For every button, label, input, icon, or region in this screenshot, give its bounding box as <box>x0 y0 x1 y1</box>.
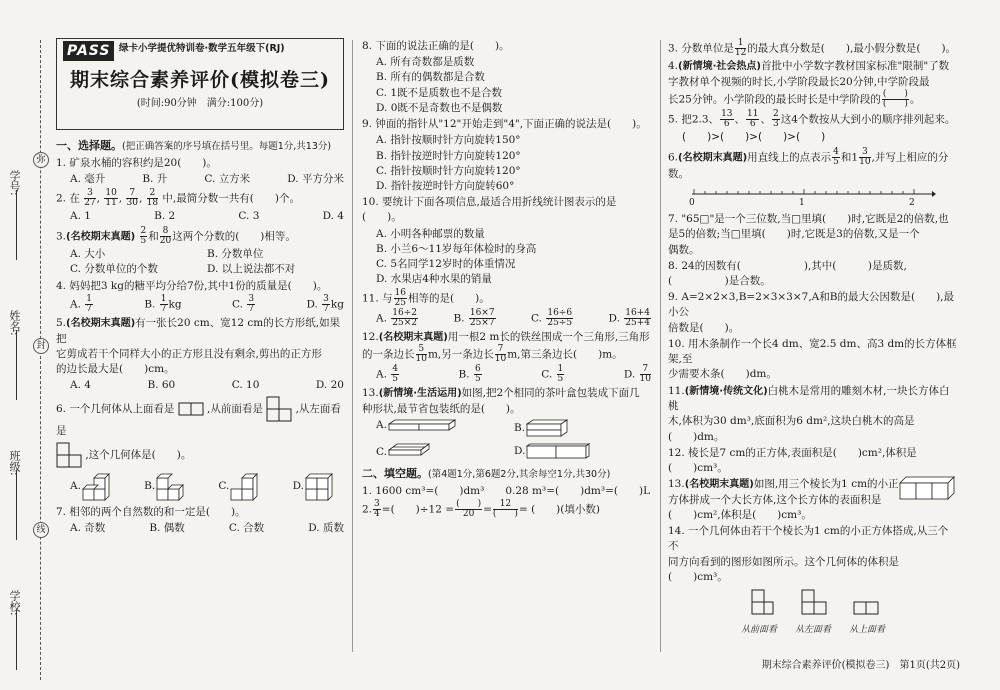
series-title: 绿卡小学提优特训卷·数学五年级下(RJ) <box>119 43 285 54</box>
front-view-figure <box>744 589 774 619</box>
column-divider-1 <box>352 40 353 652</box>
question-10-option: B. 小兰6～11岁每年体检时的身高 <box>376 242 537 255</box>
box-option-c <box>387 442 431 462</box>
column-1 <box>56 38 344 538</box>
fill-question-5: 5. 把2.3、 $\frac{13}{6}$ 、 $\frac{11}{6}$ 、 $\frac{2}{3}$ 这4个数按从大到小的顺序排列起来。 <box>668 108 956 129</box>
option: D. 平方分米 <box>287 173 344 186</box>
question-2-options: A. 1 B. 2 C. 3 D. 4 <box>70 210 344 223</box>
fill-question-8: 8. 24的因数有( ),其中( )是质数, ( )是合数。 <box>668 259 907 288</box>
fill-question-2: 2. $\frac{3}{4}$ =( )÷12 = $\frac{( )}{20}$ = $\frac{12}{( )}$ = ( )(填小数) <box>362 498 600 519</box>
front-view-figure <box>266 396 292 422</box>
name-label: 姓名: <box>8 310 21 336</box>
question-12-options: A. $\frac{4}{5}$ B. $\frac{6}{5}$ C. $\frac{1}{5}$ D. $\frac{7}{10}$ <box>376 364 651 384</box>
name-line <box>16 330 17 400</box>
number-line <box>686 188 958 209</box>
student-id-line <box>16 190 17 260</box>
exam-header <box>56 38 344 130</box>
student-id-label: 学号: <box>8 170 21 196</box>
question-11: 11. 与 $\frac{16}{25}$ 相等的是( )。 <box>362 287 490 308</box>
question-9-option: A. 指针按顺时针方向旋转150° <box>376 134 521 147</box>
fill-question-1: 1. 1600 cm³=( )dm³ 0.28 m³=( )dm³=( )L <box>362 484 651 497</box>
question-8-option: B. 所有的偶数都是合数 <box>376 71 485 84</box>
question-8: 8. 下面的说法正确的是( )。 <box>362 40 510 52</box>
fill-question-14: 14. 一个几何体由若干个棱长为1 cm的小正方体搭成,从三个不 同方向看到的图形如图所示。这个几何体的体积是( )cm³。 <box>668 525 949 583</box>
column-2 <box>362 38 652 520</box>
number-line-axis <box>686 188 936 210</box>
seal-mark-3: 线 <box>33 522 49 538</box>
front-view: 从前面看 <box>741 589 777 637</box>
top-view: 从上面看 <box>849 589 885 637</box>
option: B. 升 <box>142 173 168 186</box>
box-option-b <box>525 418 569 438</box>
number-line-label-2: 2 <box>909 198 915 209</box>
question-7: 7. 相邻的两个自然数的和一定是( )。 <box>56 505 246 518</box>
question-1-options <box>56 172 344 187</box>
column-divider-2 <box>660 40 661 652</box>
question-3-options: A. 大小 B. 分数单位 C. 分数单位的个数 D. 以上说法都不对 <box>70 247 296 275</box>
question-4: 4. 妈妈把3 kg的糖平均分给7份,其中1份的质量是( )。 <box>56 280 328 293</box>
question-9: 9. 钟面的指针从"12"开始走到"4",下面正确的说法是( )。 <box>362 118 647 131</box>
fill-question-4: 4.(新情境·社会热点)首批中小学数字教材国家标准"限制"了数 字教材单个视频的时长,小学阶段最长20分钟,中学阶段最 长25分钟。小学阶段的最长时长是中学阶段的 $\frac{( )}{( )}$ 。 <box>668 60 950 109</box>
question-2: 2. 在 $\frac{3}{27}$ , $\frac{10}{11}$ , $\frac{7}{30}$ , $\frac{2}{18}$ 中,最简分数一共有( )个。 <box>56 188 300 209</box>
school-line <box>16 610 17 670</box>
pass-logo: PASS <box>63 41 114 61</box>
question-6: 6. 一个几何体从上面看是 ,从前面看是 ,从左面看是 ,这个几何体是( )。 <box>56 396 344 468</box>
left-view-figure <box>798 589 828 619</box>
question-13-options: A. B. C. D. <box>362 418 652 462</box>
question-4-options: A. $\frac{1}{7}$ B. $\frac{1}{7}$ kg C. $\frac{3}{7}$ D. $\frac{3}{7}$ kg <box>70 294 344 315</box>
left-view-figure <box>56 442 82 468</box>
three-views <box>668 589 958 637</box>
class-line <box>16 470 17 540</box>
option: A. 毫升 <box>70 173 106 186</box>
fill-question-9: 9. A=2×2×3,B=2×3×3×7,A和B的最大公因数是( ),最小公 倍数是( )。 <box>668 291 955 334</box>
question-12: 12.(名校期末真题)用一根2 m长的铁丝围成一个三角形,三角形 的一条边长 $\frac{5}{10}$ m,另一条边长 $\frac{7}{10}$ m,第三条边长( )m。 <box>362 330 650 364</box>
fill-question-12: 12. 棱长是7 cm的正方体,表面积是( )cm²,体积是( )cm³。 <box>668 446 917 474</box>
question-8-option: C. 1既不是质数也不是合数 <box>376 86 503 99</box>
seal-mark-2: 封 <box>33 338 49 354</box>
question-13: 13.(新情境·生活运用)如图,把2个相同的茶叶盒包装成下面几 种形状,最节省包装纸的是( )。 <box>362 387 640 415</box>
section-choice-title: 一、选择题。(把正确答案的序号填在括号里。每题1分,共13分) <box>56 139 332 152</box>
question-1: 1. 矿泉水桶的容积约是20( )。 <box>56 156 217 169</box>
school-label: 学校: <box>8 590 21 616</box>
three-cube-figure <box>898 475 958 501</box>
cube-stack-option-b <box>155 469 195 503</box>
fill-question-7: 7. "65□"是一个三位数,当□里填( )时,它既是2的倍数,也 是5的倍数;当□里填( )时,它既是3的倍数,又是一个 偶数。 <box>668 213 949 256</box>
question-3: 3.(名校期末真题) $\frac{2}{5}$ 和 $\frac{8}{20}$ 这两个分数的( )相等。 <box>56 225 296 246</box>
class-label: 班级: <box>8 450 21 476</box>
fill-question-13: 13.(名校期末真题)如图,用三个棱长为1 cm的小正 方体拼成一个大长方体,这个长方体的表面积是 ( )cm²,体积是( )cm³。 <box>668 477 958 523</box>
top-view-figure <box>852 589 882 619</box>
question-10-option: C. 5名同学12岁时的体重情况 <box>376 258 516 271</box>
question-10-option: A. 小明各种邮票的数量 <box>376 227 485 240</box>
left-view: 从左面看 <box>795 589 831 637</box>
number-line-label-1: 1 <box>799 198 805 209</box>
question-5: 5.(名校期末真题)有一张长20 cm、宽12 cm的长方形纸,如果把 它剪成若干个同样大小的正方形且没有剩余,剪出的正方形 的边长最大是( )cm。 <box>56 317 341 376</box>
fill-question-10: 10. 用木条制作一个长4 dm、宽2.5 dm、高3 dm的长方体框架,至 少需要木条( )dm。 <box>668 337 957 381</box>
question-8-option: D. 0既不是奇数也不是偶数 <box>376 101 503 114</box>
question-10-option: D. 水果店4种水果的销量 <box>376 273 492 286</box>
column-3 <box>668 38 958 637</box>
question-10: 10. 要统计下面各项信息,最适合用折线统计图表示的是( )。 <box>362 196 617 224</box>
fill-question-6: 6.(名校期末真题)用直线上的点表示 $\frac{4}{5}$ 和1 $\frac{3}{10}$ ,并写上相应的分数。 <box>668 146 949 180</box>
question-5-options: A. 4 B. 60 C. 10 D. 20 <box>70 379 344 392</box>
cube-stack-option-a <box>81 469 121 503</box>
question-9-option: B. 指针按逆时针方向旋转120° <box>376 149 521 162</box>
exam-subtitle: (时间:90分钟 满分:100分) <box>136 98 264 109</box>
question-6-options: A. B. C. D. <box>56 469 344 503</box>
cube-stack-option-c <box>229 469 269 503</box>
fill-question-11: 11.(新情境·传统文化)白桃木是常用的雕刻木材,一块长方体白桃 木,体积为30 dm³,底面积为6 dm²,这块白桃木的高是( )dm。 <box>668 384 950 443</box>
option: C. 立方米 <box>204 173 251 186</box>
seal-mark-1: 弥 <box>33 152 49 168</box>
section-fill-title: 二、填空题。(第4题1分,第6题2分,其余每空1分,共30分) <box>362 466 611 480</box>
seal-dashed-line <box>40 40 41 680</box>
question-9-option: D. 指针按逆时针方向旋转60° <box>376 179 515 192</box>
top-view-figure <box>178 402 204 416</box>
number-line-label-0: 0 <box>689 198 695 209</box>
exam-title: 期末综合素养评价(模拟卷三) <box>70 69 330 91</box>
fill-question-3: 3. 分数单位是 $\frac{1}{12}$ 的最大真分数是( ),最小假分数是( )。 <box>668 38 957 58</box>
page-footer: 期末综合素养评价(模拟卷三) 第1页(共2页) <box>761 660 960 671</box>
box-option-a <box>387 418 457 432</box>
box-option-d <box>525 442 591 460</box>
question-11-options: A. $\frac{16\div 2}{25\times 2}$ B. $\frac{16\times 7}{25\times 7}$ C. $\frac{16\div 6}{25\div 5}$ D. $\frac{16+4}{25+4}$ <box>376 307 650 328</box>
question-9-option: C. 指针按顺时针方向旋转120° <box>376 164 521 177</box>
question-7-options: A. 奇数 B. 偶数 C. 合数 D. 质数 <box>70 521 344 534</box>
binding-margin <box>0 40 52 680</box>
question-8-option: A. 所有奇数都是质数 <box>376 56 475 69</box>
fill-question-5-answer: ( )>( )>( )>( ) <box>682 130 826 143</box>
cube-stack-option-d <box>304 469 344 503</box>
